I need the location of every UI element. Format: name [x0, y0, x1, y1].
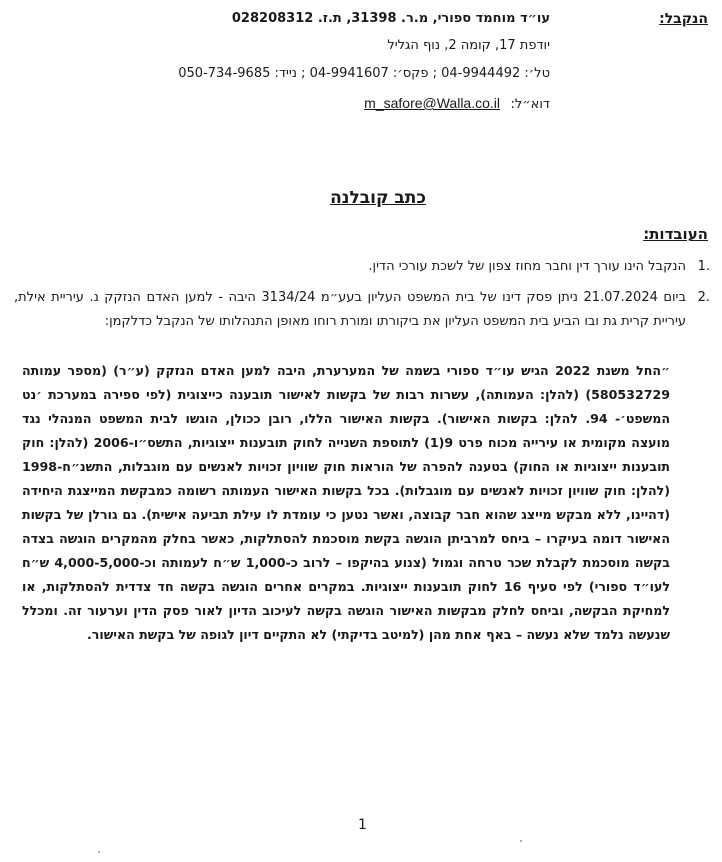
email-link[interactable]: m_safore@Walla.co.il — [364, 95, 500, 111]
list-item — [14, 255, 710, 279]
item-text: הנקבל הינו עורך דין וחבר מחוז צפון של לשכת עורכי הדין. — [368, 259, 686, 274]
item-text: ביום 21.07.2024 ניתן פסק דינו של בית המשפט העליון בעע״מ 3134/24 היבה - למען האדם הנזקק נ. עיריית אילת, עיריית קרית גת ובו הביע בית המשפט העליון את ביקורתו ומורת רוחו מאופן התנהלותו של הנקבל כדלקמן: — [14, 290, 686, 329]
item-number: .2 — [697, 290, 710, 305]
page-number: 1 — [358, 817, 367, 833]
recipient-name-line: עו״ד מוחמד ספורי, מ.ר. 31398, ת.ז. 028208312 — [231, 11, 550, 26]
email-label: דוא״ל: — [510, 97, 550, 112]
facts-heading: העובדות: — [643, 225, 708, 243]
recipient-address: יודפת 17, קומה 2, נוף הגליל — [387, 38, 550, 53]
document-title: כתב קובלנה — [330, 188, 426, 208]
recipient-label: הנקבל: — [659, 11, 708, 27]
list-item — [14, 286, 710, 334]
recipient-phones: טל׳: 04-9944492 ; פקס׳: 04-9941607 ; נייד: 050-734-9685 — [178, 66, 550, 81]
item-number: .1 — [697, 259, 710, 274]
scan-speck — [98, 851, 100, 853]
quoted-ruling: ״החל משנת 2022 הגיש עו״ד ספורי בשמה של המערערת, היבה למען האדם הנזקק (ע״ר) (מספר עמותה 580532729) (להלן: העמותה), עשרות רבות של בקשות לאישור תובענה כייצוגית (לפי ספירה במערכת ׳נט המשפט׳- 94. להלן: בקשות האישור). בקשות האישור הללו, רובן ככולן, הוגשו לבית המשפט המנהלי נגד מועצה מקומית או עירייה מכוח פרט 9(1) לתוספת השנייה לחוק תובענות ייצוגיות, התשס״ו-2006 (להלן: חוק תובענות ייצוגיות או החוק) בטענה להפרה של הוראות חוק שוויון זכויות לאנשים עם מוגבלות, התשנ״ח-1998 (להלן: חוק שוויון זכויות לאנשים עם מוגבלות). בכל בקשות האישור העמותה רשומה כמבקשת המייצגת היחידה (דהיינו, ללא מבקש מייצג שהוא חבר קבוצה, ואשר נטען כי עומדת לו עילת תביעה אישית). גם גורלן של בקשות האישור דומה בעיקרו – ביחס למרביתן הוגשה בקשת מוסכמת להסתלקות, כאשר בחלק מהמקרים הוגשה בצדה בקשה מוסכמת לקבלת שכר טרחה וגמול (צנוע בהיקפו – לרוב כ-1,000 ש״ח לעמותה וכ-4,000-5,000 ש״ח לעו״ד ספורי) לפי סעיף 16 לחוק תובענות ייצוגיות. במקרים אחרים הוגשה בקשה חד צדדית להסתלקות, או למחיקת הבקשה, וביחס לחלק מבקשות האישור הוגשה בקשה לעיכוב הדיון לאור פסק הדין וערעור זה. ומכלל שנעשה נלמד שלא נעשה – באף אחת מהן (למיטב בדיקתי) לא התקיים דיון לגופה של בקשת האישור. — [22, 363, 670, 642]
scan-speck — [520, 840, 522, 842]
